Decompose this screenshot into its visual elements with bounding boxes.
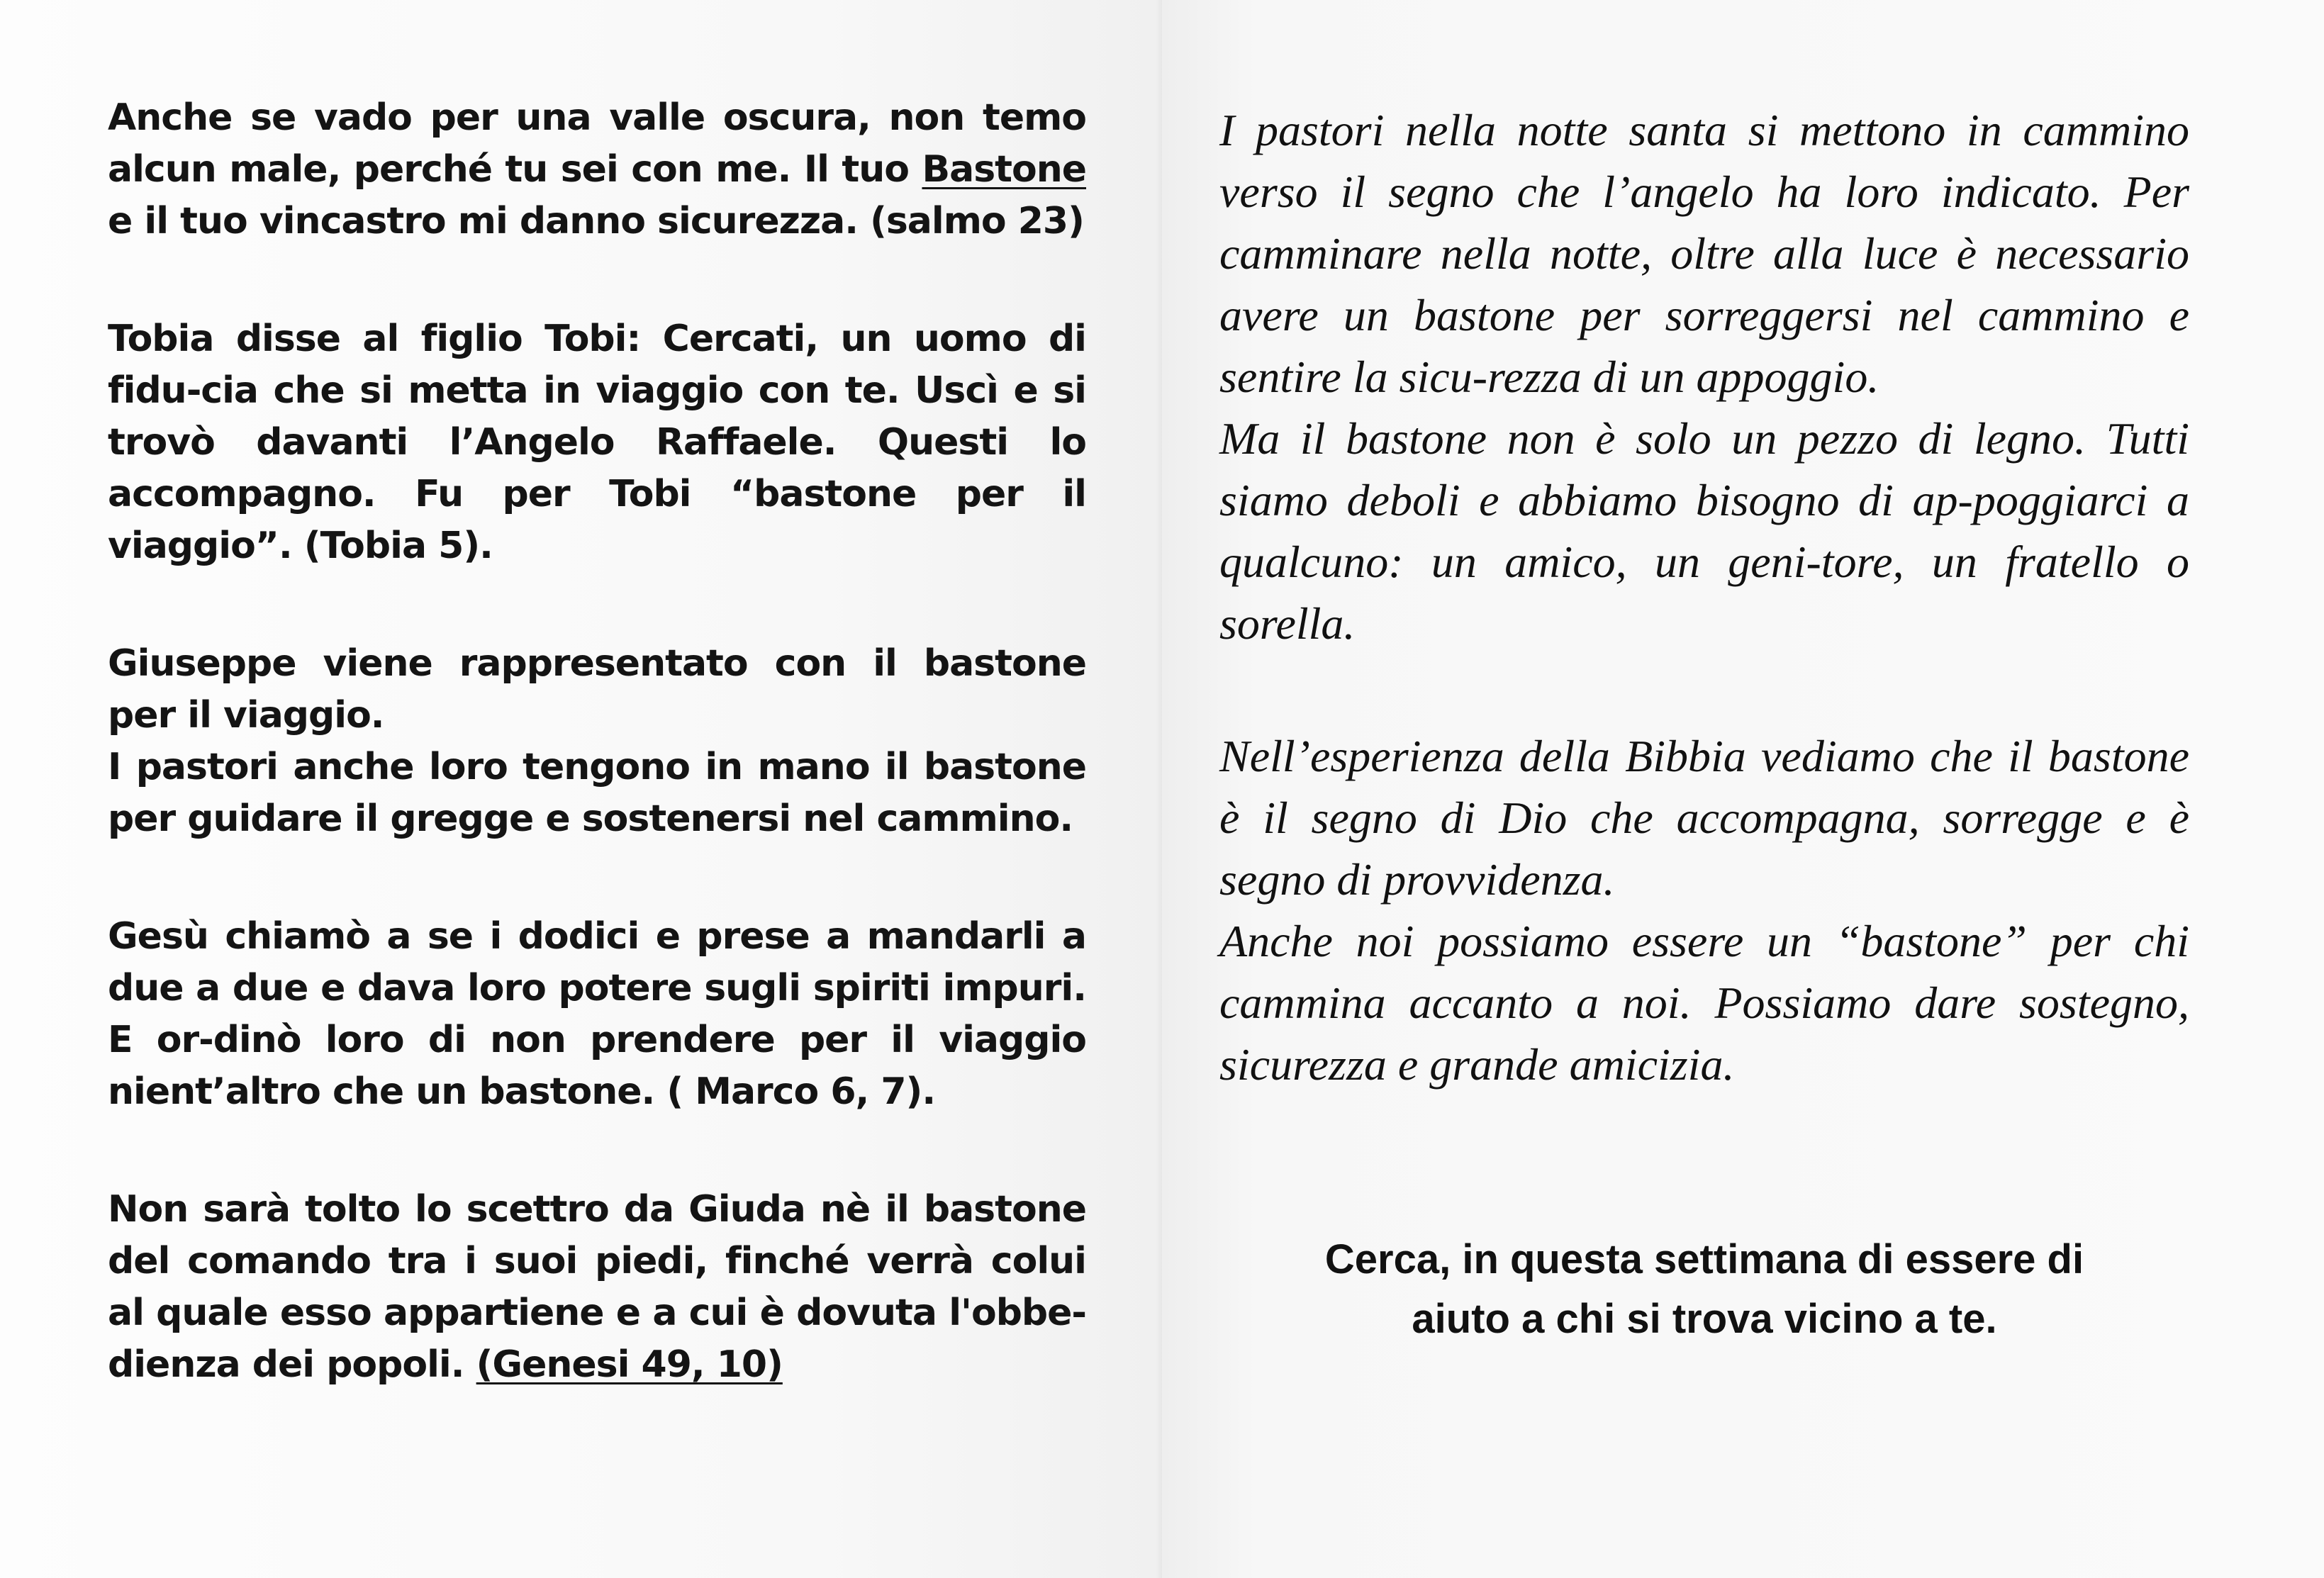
bibbia-paragraph: Nell’esperienza della Bibbia vediamo che il bastone è il segno di Dio che accompagna, sorregge e è segno di provvidenza. (1219, 731, 2189, 905)
bastone-word: Bastone (922, 148, 1087, 191)
psalm-23-paragraph (108, 92, 1086, 247)
challenge-line-2: aiuto a chi si trova vicino a te. (1412, 1296, 1997, 1342)
left-page-text (108, 92, 1086, 1391)
genesi-text: Non sarà tolto lo scettro da Giuda nè il bastone del comando tra i suoi piedi, finché verrà colui al quale esso appartiene e a cui è dovuta l'obbe-dienza dei popoli. (108, 1188, 1086, 1386)
psalm-text-end: e il tuo vincastro mi danno sicurezza. (salmo 23) (108, 200, 1084, 242)
genesi-reference: (Genesi 49, 10) (476, 1343, 783, 1386)
right-page-text (1219, 99, 2189, 1095)
pastori-paragraph: I pastori anche loro tengono in mano il bastone per guidare il gregge e sostenersi nel cammino. (108, 746, 1086, 840)
weekly-challenge (1219, 1230, 2189, 1349)
marco-paragraph: Gesù chiamò a se i dodici e prese a mandarli a due a due e dava loro potere sugli spiriti impuri. E or-dinò loro di non prendere per il viaggio nient’altro che un bastone. ( Marco 6, 7). (108, 915, 1086, 1113)
challenge-line-1: Cerca, in questa settimana di essere di (1324, 1236, 2084, 1282)
bastone-legno-paragraph: Ma il bastone non è solo un pezzo di legno. Tutti siamo deboli e abbiamo bisogno di ap-poggiarci a qualcuno: un amico, un geni-tore, un fratello o sorella. (1219, 413, 2189, 649)
psalm-text: Anche se vado per una valle oscura, non temo alcun male, perché tu sei con me. Il tuo (108, 96, 1086, 191)
giuseppe-paragraph: Giuseppe viene rappresentato con il bastone per il viaggio. (108, 642, 1086, 737)
genesi-paragraph (108, 1184, 1086, 1391)
pastori-notte-paragraph: I pastori nella notte santa si mettono in cammino verso il segno che l’angelo ha loro indicato. Per camminare nella notte, oltre alla luce è necessario avere un bastone per sorreggersi nel cammino e sentire la sicu-rezza di un appoggio. (1219, 105, 2189, 402)
tobia-paragraph: Tobia disse al figlio Tobi: Cercati, un uomo di fidu-cia che si metta in viaggio con te. Uscì e si trovò davanti l’Angelo Raffaele. Questi lo accompagno. Fu per Tobi “bastone per il viaggio”. (Tobia 5). (108, 318, 1086, 567)
anche-noi-paragraph: Anche noi possiamo essere un “bastone” per chi cammina accanto a noi. Possiamo dare sostegno, sicurezza e grande amicizia. (1219, 916, 2189, 1090)
